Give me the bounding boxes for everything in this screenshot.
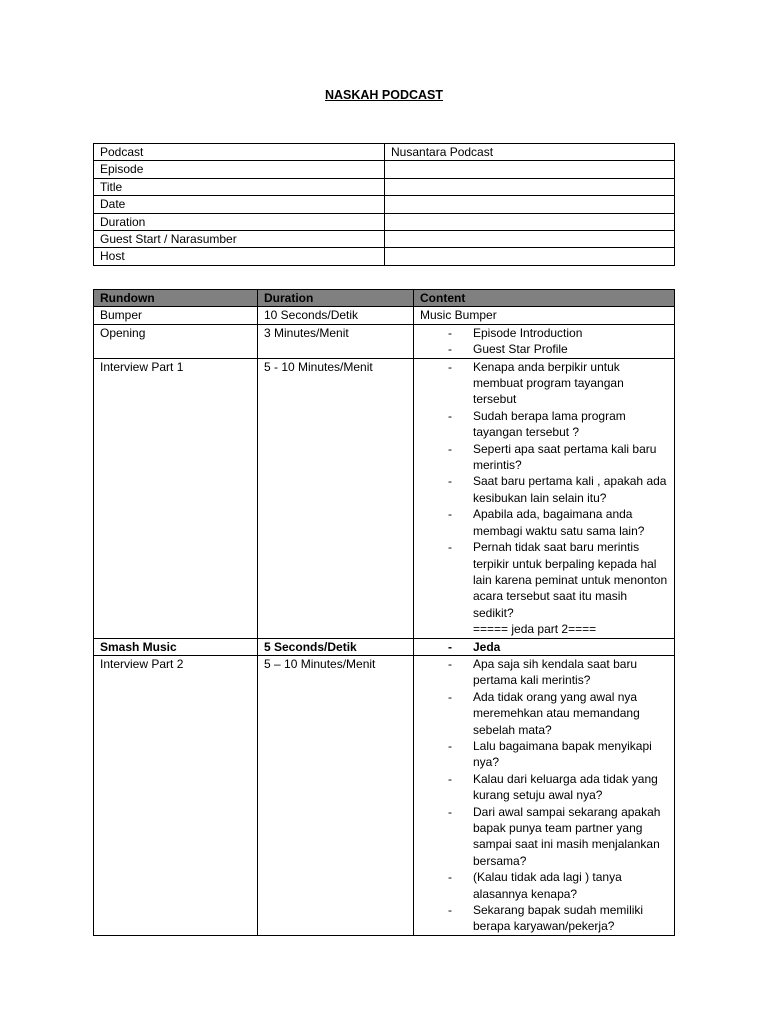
list-item: - Apabila ada, bagaimana anda membagi waktu satu sama lain? xyxy=(420,506,668,539)
list-item: - Episode Introduction xyxy=(420,325,668,341)
info-label: Guest Start / Narasumber xyxy=(94,231,385,248)
segment-content xyxy=(414,324,675,358)
info-value: Nusantara Podcast xyxy=(385,144,675,161)
list-item: - Jeda xyxy=(420,639,668,655)
info-label: Episode xyxy=(94,161,385,178)
list-item: - Sekarang bapak sudah memiliki berapa karyawan/pekerja? xyxy=(420,902,668,935)
content-list xyxy=(420,639,668,655)
rundown-header-row xyxy=(94,290,675,307)
info-value xyxy=(385,213,675,230)
info-value xyxy=(385,231,675,248)
segment-duration: 5 - 10 Minutes/Menit xyxy=(258,358,414,638)
info-label: Podcast xyxy=(94,144,385,161)
segment-duration: 3 Minutes/Menit xyxy=(258,324,414,358)
list-item: - Guest Star Profile xyxy=(420,341,668,357)
segment-content: Music Bumper xyxy=(414,307,675,324)
info-value xyxy=(385,161,675,178)
info-row xyxy=(94,213,675,230)
segment-name: Interview Part 1 xyxy=(94,358,258,638)
segment-content xyxy=(414,638,675,655)
rundown-row-interview-part-1 xyxy=(94,358,675,638)
content-list xyxy=(420,359,668,622)
info-value xyxy=(385,178,675,195)
info-label: Date xyxy=(94,196,385,213)
info-label: Title xyxy=(94,178,385,195)
segment-content xyxy=(414,655,675,935)
list-item: - Kenapa anda berpikir untuk membuat program tayangan tersebut xyxy=(420,359,668,408)
list-item: - Dari awal sampai sekarang apakah bapak punya team partner yang sampai saat ini masih menjalankan bersama? xyxy=(420,804,668,870)
rundown-row-smash-music xyxy=(94,638,675,655)
rundown-table xyxy=(93,289,675,936)
list-item: - (Kalau tidak ada lagi ) tanya alasannya kenapa? xyxy=(420,869,668,902)
info-row xyxy=(94,178,675,195)
info-value xyxy=(385,196,675,213)
podcast-info-table xyxy=(93,143,675,266)
list-item: - Sudah berapa lama program tayangan tersebut ? xyxy=(420,408,668,441)
segment-content xyxy=(414,358,675,638)
list-item: - Pernah tidak saat baru merintis terpikir untuk berpaling kepada hal lain karena peminat untuk menonton acara tersebut saat itu masih sedikit? xyxy=(420,539,668,621)
list-item: - Apa saja sih kendala saat baru pertama kali merintis? xyxy=(420,656,668,689)
info-row xyxy=(94,196,675,213)
info-label: Host xyxy=(94,248,385,265)
segment-duration: 5 Seconds/Detik xyxy=(258,638,414,655)
list-item: - Ada tidak orang yang awal nya meremehkan atau memandang sebelah mata? xyxy=(420,689,668,738)
list-item: - Seperti apa saat pertama kali baru merintis? xyxy=(420,441,668,474)
document-title: NASKAH PODCAST xyxy=(324,88,444,102)
segment-duration: 10 Seconds/Detik xyxy=(258,307,414,324)
segment-name: Smash Music xyxy=(94,638,258,655)
info-row xyxy=(94,161,675,178)
part-break-note: ===== jeda part 2==== xyxy=(473,622,597,637)
list-item: - Lalu bagaimana bapak menyikapi nya? xyxy=(420,738,668,771)
info-row xyxy=(94,231,675,248)
info-label: Duration xyxy=(94,213,385,230)
list-item: - Saat baru pertama kali , apakah ada kesibukan lain selain itu? xyxy=(420,473,668,506)
content-list xyxy=(420,656,668,935)
segment-duration: 5 – 10 Minutes/Menit xyxy=(258,655,414,935)
info-row xyxy=(94,144,675,161)
header-content: Content xyxy=(414,290,675,307)
content-list xyxy=(420,325,668,358)
header-duration: Duration xyxy=(258,290,414,307)
info-value xyxy=(385,248,675,265)
segment-name: Interview Part 2 xyxy=(94,655,258,935)
rundown-row-interview-part-2 xyxy=(94,655,675,935)
rundown-row-opening xyxy=(94,324,675,358)
segment-name: Bumper xyxy=(94,307,258,324)
segment-name: Opening xyxy=(94,324,258,358)
list-item: - Kalau dari keluarga ada tidak yang kurang setuju awal nya? xyxy=(420,771,668,804)
header-rundown: Rundown xyxy=(94,290,258,307)
info-row xyxy=(94,248,675,265)
rundown-row-bumper xyxy=(94,307,675,324)
